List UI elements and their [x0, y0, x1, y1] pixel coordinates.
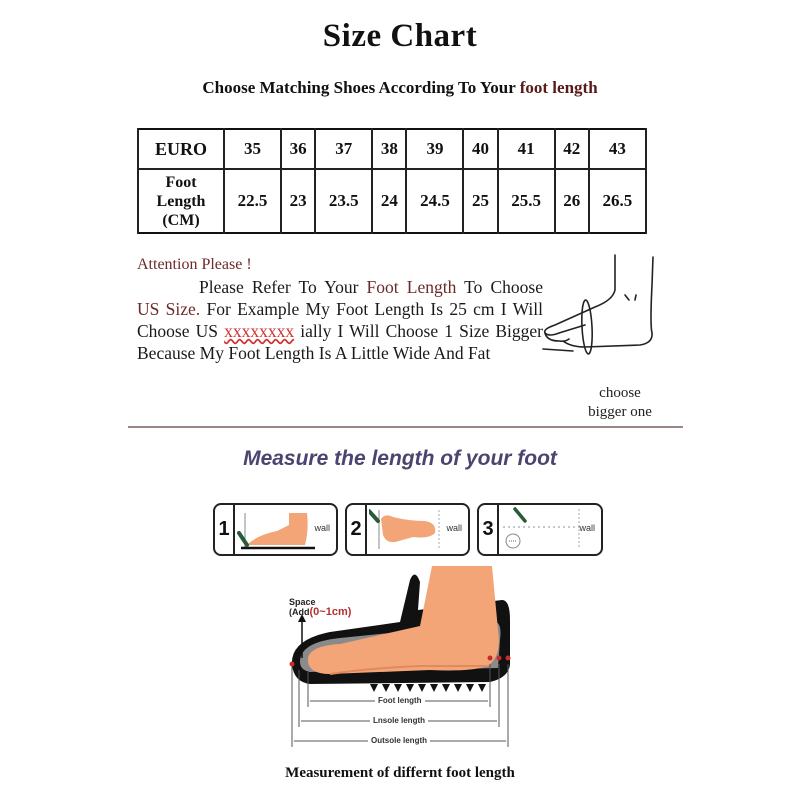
table-cell: 37 — [315, 129, 372, 169]
table-cell: 40 — [463, 129, 497, 169]
row-header-line: Length — [156, 192, 206, 210]
notice-text — [137, 276, 543, 364]
section-divider — [128, 426, 683, 428]
outsole-length-label: Outsole length — [368, 736, 430, 745]
measurement-steps — [213, 503, 603, 558]
step-number: 1 — [215, 505, 235, 554]
table-cell: 26 — [555, 169, 589, 233]
space-title: Space — [289, 597, 316, 607]
ruler-measure-icon — [501, 505, 581, 554]
step-2 — [345, 503, 470, 556]
wall-label: wall — [446, 523, 462, 533]
foot-top-icon — [369, 505, 449, 554]
notice-part: ially I Will Choose 1 Size Bigger Because My Foot Length Is A Little Wide And Fat — [137, 321, 544, 363]
space-label — [289, 597, 351, 617]
wall-label: wall — [579, 523, 595, 533]
table-row-foot-length — [138, 169, 646, 233]
redacted-text: xxxxxxxx — [224, 321, 295, 341]
table-cell: 41 — [498, 129, 555, 169]
row-header-line: Foot — [165, 173, 197, 191]
insole-length-label: Lnsole length — [370, 716, 428, 725]
table-cell: 24.5 — [406, 169, 463, 233]
step-number: 3 — [479, 505, 499, 554]
foot-side-icon — [237, 505, 317, 554]
notice-accent: US Size. — [137, 299, 201, 319]
space-range: (0~1cm) — [309, 606, 352, 618]
space-add: (Add — [289, 607, 310, 617]
notice-part: For Example My Foot Length Is 25 cm I Will Choose US — [137, 299, 544, 341]
page-title: Size Chart — [322, 18, 478, 54]
measure-title: Measure the length of your foot — [243, 447, 557, 470]
table-cell: 42 — [555, 129, 589, 169]
table-cell: 23.5 — [315, 169, 372, 233]
foot-sketch-icon — [535, 245, 695, 365]
table-cell: 26.5 — [589, 169, 646, 233]
table-cell: 25 — [463, 169, 497, 233]
note-line: choose — [599, 385, 641, 401]
step-3 — [477, 503, 603, 556]
table-cell: 23 — [281, 169, 315, 233]
table-cell: 38 — [372, 129, 406, 169]
row-header-line: (CM) — [162, 211, 200, 229]
foot-length-label: Foot length — [375, 696, 425, 705]
notice-part: Please Refer To Your — [199, 277, 359, 297]
table-cell: 35 — [224, 129, 281, 169]
step-number: 2 — [347, 505, 367, 554]
shoe-cross-section-icon — [270, 560, 530, 760]
step-1 — [213, 503, 338, 556]
table-cell: 43 — [589, 129, 646, 169]
wall-label: wall — [314, 523, 330, 533]
table-row-euro — [138, 129, 646, 169]
choose-bigger-note — [560, 384, 680, 422]
table-cell: 39 — [406, 129, 463, 169]
subtitle-accent: foot length — [519, 78, 598, 97]
note-line: bigger one — [588, 404, 652, 420]
table-cell: 25.5 — [498, 169, 555, 233]
subtitle-prefix: Choose Matching Shoes According To Your — [202, 78, 516, 97]
notice-accent: Foot Length — [366, 277, 457, 297]
attention-heading: Attention Please ! — [137, 256, 252, 273]
subtitle — [0, 78, 800, 98]
size-table — [137, 128, 647, 234]
row-header-foot-length — [138, 169, 224, 233]
table-cell: 24 — [372, 169, 406, 233]
table-cell: 36 — [281, 129, 315, 169]
table-cell: 22.5 — [224, 169, 281, 233]
notice-part: To Choose — [464, 277, 543, 297]
row-header-euro: EURO — [138, 129, 224, 169]
diagram-caption: Measurement of differnt foot length — [285, 765, 515, 781]
